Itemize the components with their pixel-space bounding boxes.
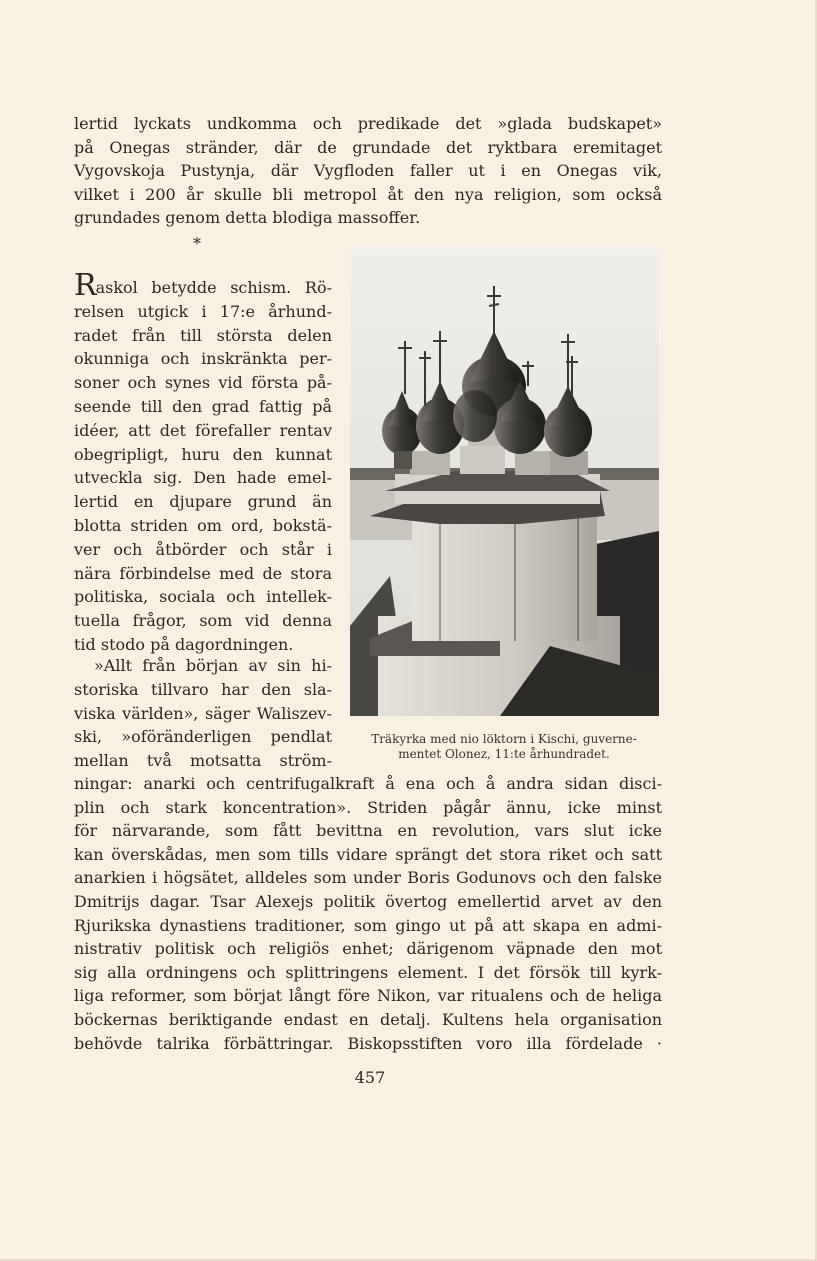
text-line: liga reformer, som börjat långt före Nikon, var ritualens och de heliga: [74, 986, 662, 1006]
first-line: [74, 268, 332, 303]
text-line: vilket i 200 år skulle bli metropol åt den nya religion, som också: [74, 184, 662, 204]
text-line: nära förbindelse med de stora: [74, 563, 332, 583]
text-line: kan överskådas, men som tills vidare sprängt det stora riket och satt: [74, 844, 662, 864]
text-line: böckernas beriktigande endast en detalj. Kultens hela organisation: [74, 1009, 662, 1029]
text-line: Rjurikska dynastiens traditioner, som gingo ut på att skapa en admi-: [74, 915, 662, 935]
text-line: grundades genom detta blodiga massoffer.: [74, 208, 421, 227]
text-line: ningar: anarki och centrifugalkraft å ena och å andra sidan disci-: [74, 774, 662, 793]
text-line: okunniga och inskränkta per-: [74, 349, 332, 369]
text-line: viska världen», säger Waliszev-: [74, 703, 332, 723]
text-line: lertid en djupare grund än: [74, 492, 332, 512]
text-line: på Onegas stränder, där de grundade det ryktbara eremitaget: [74, 137, 662, 157]
text-line: tid stodo på dagordningen.: [74, 634, 294, 654]
text-line: nistrativ politisk och religiös enhet; därigenom väpnade den mot: [74, 939, 662, 959]
text-line: radet från till största delen: [74, 325, 332, 345]
text-line: tuella frågor, som vid denna: [74, 611, 332, 631]
text-line: Vygovskoja Pustynja, där Vygfloden faller ut i en Onegas vik,: [74, 161, 662, 180]
page-number: 457: [354, 1068, 386, 1087]
text-line: sig alla ordningens och splittringens element. I det försök till kyrk-: [74, 962, 662, 982]
text-line: ver och åtbörder och står i: [74, 539, 332, 559]
section-separator: *: [193, 234, 201, 253]
left-column-paragraph: [74, 268, 332, 657]
church-photograph: [350, 246, 659, 716]
text-line: lertid lyckats undkomma och predikade det »glada budskapet»: [74, 114, 662, 133]
opening-paragraph: [74, 112, 662, 230]
text-line: obegripligt, huru den kunnat: [74, 444, 332, 464]
text-line: plin och stark koncentration». Striden pågår ännu, icke minst: [74, 797, 662, 817]
text-line: mellan två motsatta ström-: [74, 751, 332, 771]
text-line: soner och synes vid första på-: [74, 373, 332, 393]
caption-line: mentet Olonez, 11:te århundradet.: [398, 747, 610, 761]
caption-line: Träkyrka med nio löktorn i Kischi, guverne-: [371, 732, 637, 746]
photo-caption: [344, 732, 664, 762]
text-line: politiska, sociala och intellek-: [74, 587, 332, 607]
text-line: idéer, att det förefaller rentav: [74, 420, 332, 440]
text-line: »Allt från början av sin hi-: [94, 656, 332, 675]
text-line: relsen utgick i 17:e århund-: [74, 301, 332, 321]
text-line: storiska tillvaro har den sla-: [74, 679, 332, 699]
text-line: Dmitrijs dagar. Tsar Alexejs politik övertog emellertid arvet av den: [74, 891, 662, 911]
first-line-text: askol betydde schism. Rö-: [95, 278, 332, 297]
text-line: utveckla sig. Den hade emel-: [74, 468, 332, 488]
drop-cap: R: [74, 268, 96, 303]
text-line: seende till den grad fattig på: [74, 396, 332, 416]
text-line: blotta striden om ord, bokstä-: [74, 515, 332, 535]
closing-paragraph: [74, 772, 662, 1055]
text-line: för närvarande, som fått bevittna en revolution, vars slut icke: [74, 821, 662, 841]
quote-paragraph: [74, 654, 332, 773]
text-line: ski, »oföränderligen pendlat: [74, 727, 332, 747]
text-line: anarkien i högsätet, alldeles som under Boris Godunovs och den falske: [74, 868, 662, 888]
text-line: behövde talrika förbättringar. Biskopsstiften voro illa fördelade ·: [74, 1033, 662, 1053]
